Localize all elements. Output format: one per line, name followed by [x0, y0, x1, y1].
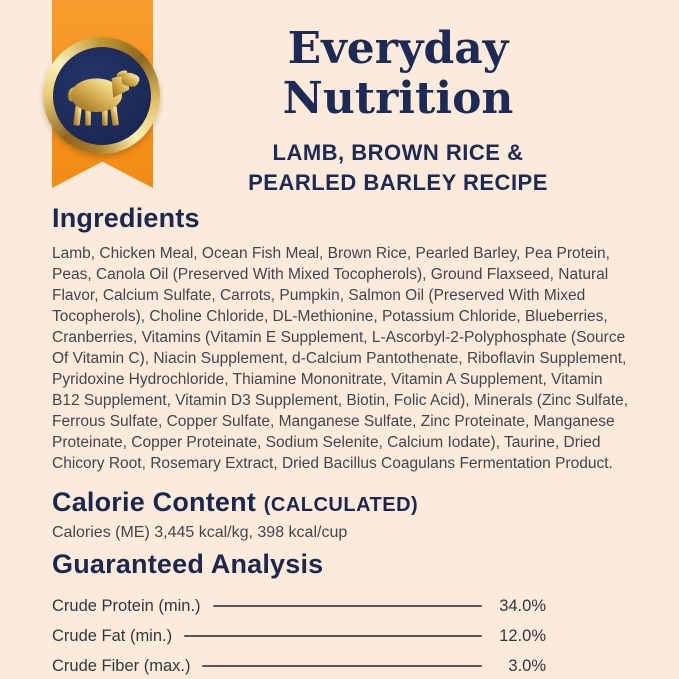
calorie-heading-main: Calorie Content — [52, 487, 257, 517]
analysis-row-crude-fiber — [52, 651, 546, 679]
analysis-label: Crude Fat (min.) — [52, 626, 173, 645]
ingredients-text: Lamb, Chicken Meal, Ocean Fish Meal, Brown Rice, Pearled Barley, Pea Protein, Peas, Canola Oil (Preserved With Mixed Tocopherols), Ground Flaxseed, Natural Flavor, Calcium Sulfate, Carrots, Pumpkin, Salmon Oil (Preserved With Mixed Tocopherols), Choline Chloride, DL-Methionine, Potassium Chloride, Blueberries, Cranberries, Vitamins (Vitamin E Supplement, L-Ascorbyl-2-Polyphosphate (Source Of Vitamin C), Niacin Supplement, d-Calcium Pantothenate, Riboflavin Supplement, Pyridoxine Hydrochloride, Thiamine Mononitrate, Vitamin A Supplement, Vitamin B12 Supplement, Vitamin D3 Supplement, Biotin, Folic Acid), Minerals (Zinc Sulfate, Ferrous Sulfate, Copper Sulfate, Manganese Sulfate, Zinc Proteinate, Manganese Proteinate, Copper Proteinate, Sodium Selenite, Calcium Iodate), Taurine, Dried Chicory Root, Rosemary Extract, Dried Bacillus Coagulans Fermentation Product. — [52, 245, 629, 472]
calorie-content-text: Calories (ME) 3,445 kcal/kg, 398 kcal/cup — [52, 524, 348, 541]
guaranteed-analysis-rows — [52, 591, 546, 679]
analysis-value: 3.0% — [508, 656, 546, 675]
guaranteed-analysis-section — [52, 549, 546, 679]
ingredients-heading: Ingredients — [52, 203, 200, 233]
leader-line — [213, 605, 482, 607]
analysis-value: 34.0% — [499, 596, 546, 615]
calorie-content-section — [52, 487, 632, 543]
analysis-value: 12.0% — [499, 626, 546, 645]
recipe-subtitle — [163, 138, 633, 198]
guaranteed-analysis-heading: Guaranteed Analysis — [52, 549, 324, 579]
title-line-1: Everyday — [287, 23, 509, 74]
leader-line — [202, 665, 482, 667]
calorie-heading-suffix: (CALCULATED) — [263, 494, 419, 516]
gold-medallion — [43, 37, 160, 154]
subtitle-line-1: LAMB, BROWN RICE & — [272, 140, 524, 165]
product-title — [163, 24, 633, 124]
analysis-label: Crude Protein (min.) — [52, 596, 201, 615]
leader-line — [184, 635, 482, 637]
ingredients-section — [52, 203, 632, 474]
analysis-row-crude-protein — [52, 591, 546, 621]
header — [163, 24, 633, 198]
medallion-navy-center — [53, 47, 151, 145]
calorie-content-heading — [52, 487, 632, 518]
title-line-2: Nutrition — [282, 73, 514, 124]
subtitle-line-2: PEARLED BARLEY RECIPE — [248, 170, 548, 195]
analysis-label: Crude Fiber (max.) — [52, 656, 191, 675]
lamb-icon — [62, 62, 142, 130]
analysis-row-crude-fat — [52, 621, 546, 651]
